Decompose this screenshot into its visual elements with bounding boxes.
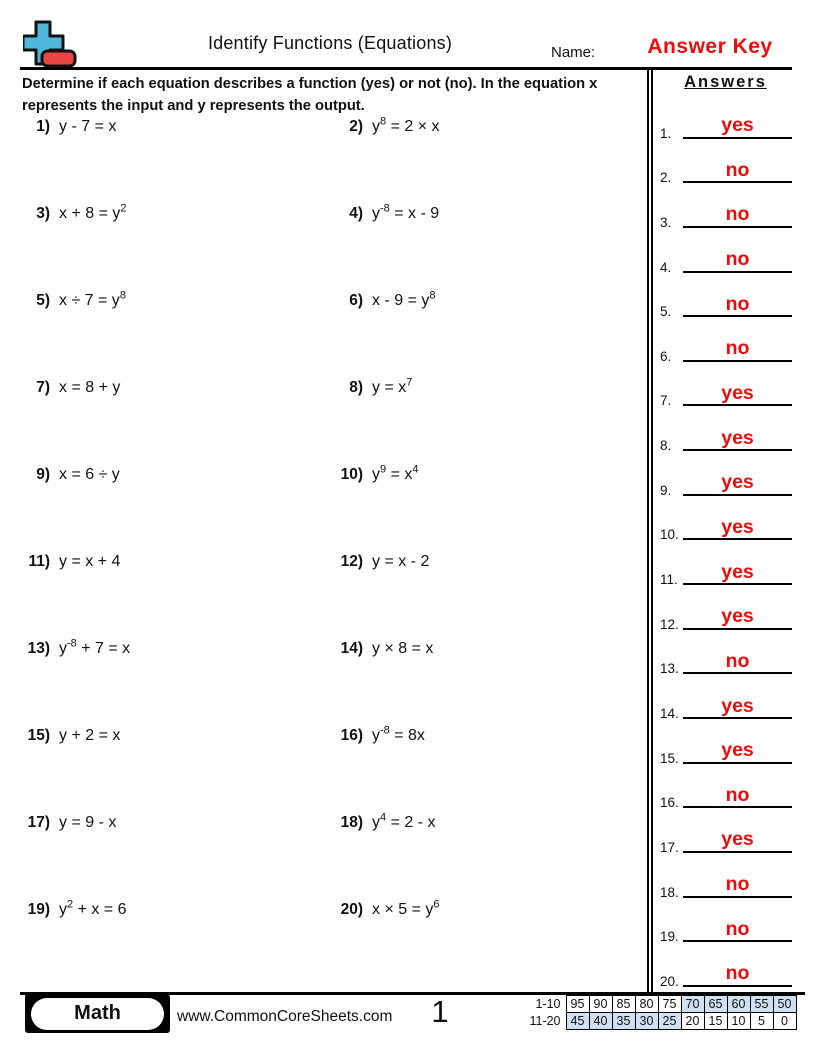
question-item (333, 463, 419, 484)
answers-panel-title: Answers (684, 73, 767, 91)
grade-score-cell: 90 (589, 996, 612, 1013)
answer-item (653, 100, 800, 145)
answer-number: 10. (660, 527, 679, 543)
answer-number: 4. (660, 259, 672, 275)
question-item (20, 727, 120, 745)
answer-number: 11. (660, 572, 678, 588)
answer-item (653, 948, 800, 993)
grade-score-cell: 75 (658, 996, 681, 1013)
answer-number: 8. (660, 438, 672, 454)
question-item (20, 637, 131, 658)
equation-text: y × 8 = x (372, 640, 434, 657)
answer-item (653, 546, 800, 591)
grade-score-cell: 35 (612, 1013, 635, 1030)
answer-blank-line (683, 249, 792, 272)
answer-value: no (725, 292, 750, 315)
name-label: Name: (551, 44, 596, 61)
question-number: 2) (349, 118, 363, 135)
answer-value: no (725, 158, 750, 181)
question-item (333, 376, 413, 397)
answer-item (653, 189, 800, 234)
answer-value: no (725, 917, 750, 940)
answer-blank-line (683, 829, 792, 852)
answer-item (653, 591, 800, 636)
equation-text: y = x - 2 (372, 553, 430, 570)
question-item (20, 379, 120, 397)
question-item (333, 724, 425, 745)
answer-blank-line (683, 160, 792, 183)
question-item (333, 898, 440, 919)
equation-text: $y^{-8} = 8x$ (372, 724, 425, 744)
question-item (333, 115, 440, 136)
grade-score-cell: 30 (635, 1013, 658, 1030)
answer-item (653, 279, 800, 324)
answer-number: 17. (660, 839, 679, 855)
grade-score-cell: 25 (658, 1013, 681, 1030)
answer-item (653, 323, 800, 368)
answer-value: yes (721, 739, 754, 762)
equation-text: $x - 9 = y^8$ (372, 289, 436, 309)
grade-score-cell: 5 (750, 1013, 773, 1030)
answer-item (653, 457, 800, 502)
grade-score-cell: 85 (612, 996, 635, 1013)
question-item (20, 118, 116, 136)
equation-text: $y^{-8} + 7 = x$ (59, 637, 131, 657)
answer-blank-line (683, 115, 792, 138)
equation-text: $y^2 + x = 6$ (59, 898, 127, 918)
answer-blank-line (683, 874, 792, 897)
answer-value: yes (721, 426, 754, 449)
answer-number: 9. (660, 482, 672, 498)
answer-item (653, 145, 800, 190)
answer-item (653, 725, 800, 770)
question-number: 8) (349, 379, 363, 396)
answer-item (653, 368, 800, 413)
answer-number: 6. (660, 348, 672, 364)
equation-text: $y = x^7$ (372, 376, 413, 396)
answer-value: yes (721, 471, 754, 494)
question-number: 7) (36, 379, 50, 396)
answer-value: no (725, 248, 750, 271)
answer-item (653, 859, 800, 904)
question-number: 6) (349, 292, 363, 309)
equation-text: $y^8 = 2 \times x$ (372, 115, 440, 135)
instructions-text: Determine if each equation describes a function (yes) or not (no). In the equation x represents the input and y represents the output. (22, 76, 598, 115)
question-item (333, 811, 436, 832)
answer-blank-line (683, 963, 792, 986)
grade-score-cell: 95 (566, 996, 589, 1013)
question-number: 18) (340, 814, 363, 831)
grade-score-cell: 0 (773, 1013, 796, 1030)
question-number: 11) (28, 553, 50, 570)
equation-text: $x \div 7 = y^8$ (59, 289, 126, 309)
answer-value: yes (721, 560, 754, 583)
answer-number: 12. (660, 616, 679, 632)
answer-value: yes (721, 114, 754, 137)
question-item (20, 289, 126, 310)
answer-value: no (725, 962, 750, 985)
question-item (20, 466, 120, 484)
answer-blank-line (683, 606, 792, 629)
answer-number: 13. (660, 661, 679, 677)
answer-value: no (725, 203, 750, 226)
grade-score-cell: 40 (589, 1013, 612, 1030)
answer-value: no (725, 649, 750, 672)
question-number: 5) (36, 292, 50, 309)
question-number: 1) (36, 118, 50, 135)
grade-range-label: 1-10 (535, 997, 561, 1011)
question-item (333, 640, 433, 658)
question-item (20, 202, 127, 223)
equation-text: y = x + 4 (59, 553, 121, 570)
answer-blank-line (683, 651, 792, 674)
question-number: 9) (36, 466, 50, 483)
question-number: 10) (340, 466, 363, 483)
answer-key-label: Answer Key (647, 35, 773, 58)
grade-score-cell: 70 (681, 996, 704, 1013)
answer-number: 19. (660, 929, 679, 945)
grade-range-label: 11-20 (529, 1014, 561, 1028)
answer-value: yes (721, 515, 754, 538)
answer-item (653, 502, 800, 547)
page-number: 1 (431, 994, 449, 1029)
answer-number: 18. (660, 884, 679, 900)
grade-score-cell: 55 (750, 996, 773, 1013)
question-item (20, 898, 127, 919)
equation-text: $y^9 = x^4$ (372, 463, 419, 483)
answer-item (653, 234, 800, 279)
question-item (333, 553, 429, 571)
answer-value: yes (721, 382, 754, 405)
answer-blank-line (683, 338, 792, 361)
equation-text: x = 8 + y (59, 379, 121, 396)
grade-table-body (524, 996, 796, 1030)
answer-number: 1. (660, 125, 672, 141)
answer-item (653, 904, 800, 949)
subject-badge-label: Math (31, 998, 164, 1030)
answer-blank-line (683, 919, 792, 942)
answer-number: 3. (660, 214, 672, 230)
page-title: Identify Functions (Equations) (207, 33, 453, 53)
grade-table-row (524, 996, 796, 1013)
grade-score-cell: 65 (704, 996, 727, 1013)
grade-score-cell: 15 (704, 1013, 727, 1030)
equation-text: y + 2 = x (59, 727, 121, 744)
answer-value: yes (721, 605, 754, 628)
grade-table-row (524, 1013, 796, 1030)
question-number: 17) (27, 814, 50, 831)
question-number: 14) (340, 640, 363, 657)
answer-blank-line (683, 383, 792, 406)
question-number: 16) (340, 727, 363, 744)
equation-text: y = 9 - x (59, 814, 117, 831)
website-text: www.CommonCoreSheets.com (177, 1008, 393, 1025)
answers-list (653, 100, 800, 993)
equation-text: $y^{-8} = x - 9$ (372, 202, 440, 222)
answer-blank-line (683, 517, 792, 540)
answer-value: yes (721, 828, 754, 851)
answer-number: 7. (660, 393, 672, 409)
subject-badge (25, 994, 170, 1033)
question-number: 19) (27, 901, 50, 918)
answer-blank-line (683, 785, 792, 808)
answer-item (653, 680, 800, 725)
grade-score-cell: 10 (727, 1013, 750, 1030)
answer-item (653, 412, 800, 457)
grade-score-cell: 45 (566, 1013, 589, 1030)
answer-item (653, 814, 800, 859)
answer-blank-line (683, 204, 792, 227)
answer-number: 16. (660, 795, 679, 811)
question-number: 4) (349, 205, 363, 222)
question-number: 12) (340, 553, 363, 570)
grade-score-cell: 20 (681, 1013, 704, 1030)
answer-item (653, 770, 800, 815)
answer-value: no (725, 337, 750, 360)
answer-blank-line (683, 562, 792, 585)
question-number: 15) (27, 727, 50, 744)
answer-blank-line (683, 294, 792, 317)
equation-text: y - 7 = x (59, 118, 117, 135)
equation-text: $x \times 5 = y^6$ (372, 898, 440, 918)
equation-text: $x + 8 = y^2$ (59, 202, 127, 222)
equation-text: x = 6 ÷ y (59, 466, 120, 483)
answer-value: no (725, 783, 750, 806)
question-item (333, 202, 440, 223)
answer-number: 14. (660, 705, 679, 721)
answer-number: 15. (660, 750, 679, 766)
answer-number: 20. (660, 973, 679, 989)
question-item (333, 289, 436, 310)
answer-blank-line (683, 740, 792, 763)
grade-score-cell: 60 (727, 996, 750, 1013)
question-number: 13) (27, 640, 50, 657)
answer-value: yes (721, 694, 754, 717)
answer-value: no (725, 873, 750, 896)
answer-item (653, 636, 800, 681)
answer-blank-line (683, 472, 792, 495)
grade-table (524, 995, 797, 1030)
answer-number: 2. (660, 170, 672, 186)
grade-score-cell: 80 (635, 996, 658, 1013)
answer-blank-line (683, 428, 792, 451)
equation-text: $y^4 = 2 - x$ (372, 811, 436, 831)
answer-number: 5. (660, 304, 672, 320)
question-item (20, 553, 120, 571)
question-number: 20) (340, 901, 363, 918)
question-number: 3) (36, 205, 50, 222)
answer-blank-line (683, 696, 792, 719)
grade-score-cell: 50 (773, 996, 796, 1013)
question-item (20, 814, 116, 832)
